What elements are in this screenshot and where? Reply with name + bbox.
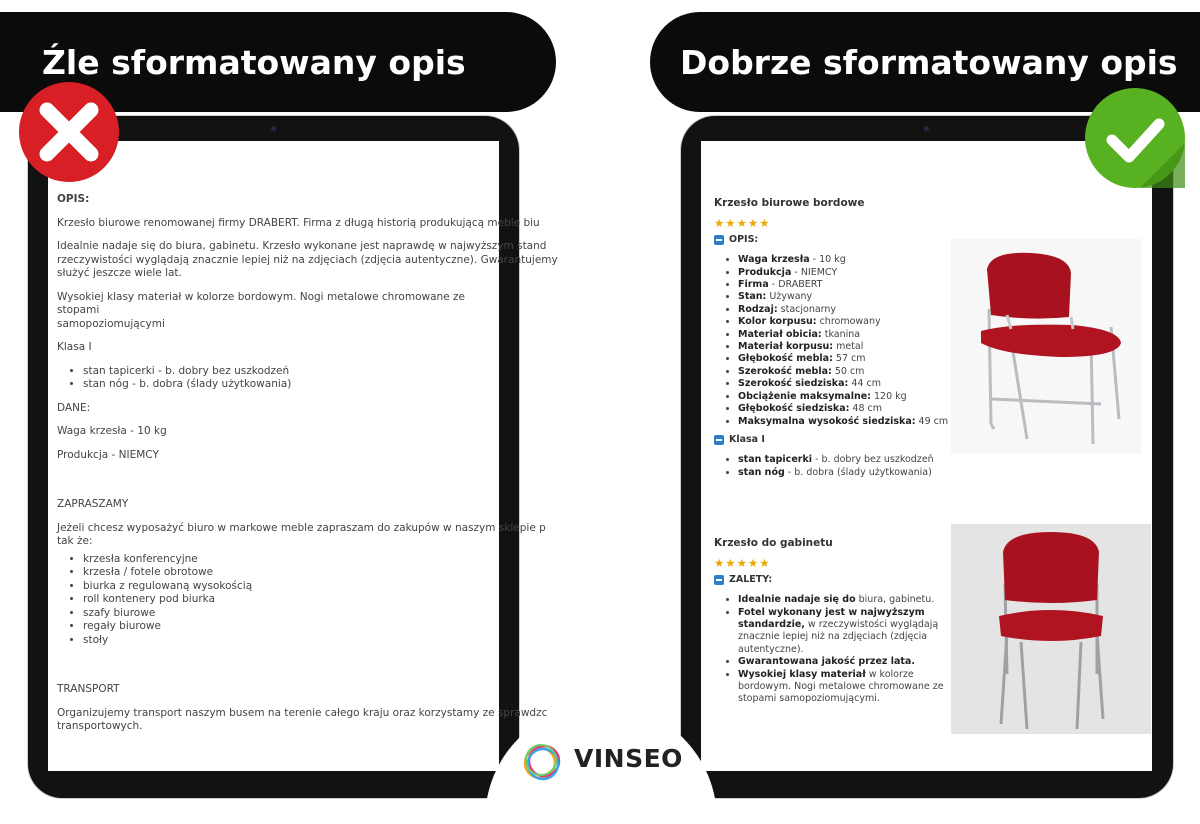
- chair-image-1: [951, 239, 1141, 454]
- list-item: • szafy biurowe: [83, 607, 508, 621]
- product-title-2: Krzesło do gabinetu: [714, 537, 833, 549]
- list-item: • Szerokość mebla: 50 cm: [738, 366, 954, 378]
- list-item: • Kolor korpusu: chromowany: [738, 316, 954, 328]
- list-item: • Produkcja - NIEMCY: [738, 267, 954, 279]
- bad-zapraszamy: ZAPRASZAMY: [57, 498, 129, 510]
- section-zalety-label: ZALETY:: [729, 573, 773, 585]
- bad-paragraph-3b: samopoziomującymi: [57, 317, 165, 330]
- bad-zapraszamy-list: [83, 553, 508, 648]
- bad-zapraszamy-text-b: tak że:: [57, 535, 93, 547]
- list-item: • Maksymalna wysokość siedziska: 49 cm: [738, 416, 954, 428]
- list-item: • Wysokiej klasy materiał w kolorze bordowym. Nogi metalowe chromowane ze stopami samopoziomującymi.: [738, 669, 944, 706]
- bad-klasa-list: [83, 365, 508, 392]
- bad-paragraph-1: Krzesło biurowe renomowanej firmy DRABERT. Firma z długą historią produkującą meble biu: [57, 216, 540, 229]
- list-item: • Rodzaj: stacjonarny: [738, 304, 954, 316]
- rating-stars-2: ★★★★★: [714, 556, 771, 571]
- list-item: • stoły: [83, 634, 508, 648]
- list-item: • regały biurowe: [83, 620, 508, 634]
- bad-paragraph-2b: rzeczywistości wyglądają znacznie lepiej niż na zdjęciach (zdjęcia autentyczne). Gwarantujemy: [57, 253, 558, 266]
- camera-dot: [924, 126, 929, 131]
- checkmark-icon: [1085, 88, 1185, 188]
- header-bad-title: Źle sformatowany opis: [42, 42, 466, 82]
- minus-square-icon: [714, 575, 724, 585]
- list-item: • stan nóg - b. dobra (ślady użytkowania): [738, 467, 954, 479]
- bad-waga: Waga krzesła - 10 kg: [57, 425, 167, 437]
- zalety-list: [738, 594, 944, 706]
- tablet-bad-screen: [48, 141, 558, 771]
- list-item: • stan nóg - b. dobra (ślady użytkowania): [83, 378, 508, 392]
- list-item: • Stan: Używany: [738, 291, 954, 303]
- list-item: • stan tapicerki - b. dobry bez uszkodzeń: [83, 365, 508, 379]
- list-item: • Obciążenie maksymalne: 120 kg: [738, 391, 954, 403]
- header-good-title: Dobrze sformatowany opis: [680, 42, 1178, 82]
- spec-list: [738, 254, 954, 428]
- bad-klasa: Klasa I: [57, 341, 92, 353]
- tablet-good-screen: [701, 141, 1152, 771]
- section-klasa-label: Klasa I: [729, 433, 765, 445]
- list-item: • Głębokość mebla: 57 cm: [738, 353, 954, 365]
- cross-icon: [19, 82, 119, 182]
- bad-description: [48, 141, 558, 734]
- list-item: • roll kontenery pod biurka: [83, 593, 508, 607]
- chair-image-2: [951, 524, 1151, 734]
- bad-produkcja: Produkcja - NIEMCY: [57, 448, 159, 461]
- minus-square-icon: [714, 435, 724, 445]
- list-item: • Fotel wykonany jest w najwyższym standardzie, w rzeczywistości wyglądają znacznie lepiej niż na zdjęciach (zdjęcia autentyczne).: [738, 607, 944, 657]
- section-zalety: [714, 574, 944, 586]
- list-item: • Materiał obicia: tkanina: [738, 329, 954, 341]
- list-item: • biurka z regulowaną wysokością: [83, 580, 508, 594]
- list-item: • krzesła konferencyjne: [83, 553, 508, 567]
- vinseo-ring-logo: [520, 740, 564, 784]
- list-item: • Waga krzesła - 10 kg: [738, 254, 954, 266]
- bad-transport: TRANSPORT: [57, 683, 120, 695]
- section-opis-label: OPIS:: [729, 233, 759, 245]
- good-block-2: [714, 537, 944, 712]
- bad-transport-text-a: Organizujemy transport naszym busem na terenie całego kraju oraz korzystamy ze sprawdzc: [57, 706, 548, 719]
- list-item: • stan tapicerki - b. dobry bez uszkodzeń: [738, 454, 954, 466]
- klasa-list: [738, 454, 954, 479]
- bad-paragraph-2c: służyć jeszcze wiele lat.: [57, 267, 182, 279]
- section-opis: [714, 234, 954, 246]
- list-item: • Gwarantowana jakość przez lata.: [738, 656, 944, 668]
- bad-transport-text-b: transportowych.: [57, 720, 143, 732]
- logo-text: VINSEO: [574, 744, 683, 773]
- camera-dot: [271, 126, 276, 131]
- bad-paragraph-2a: Idealnie nadaje się do biura, gabinetu. Krzesło wykonane jest naprawdę w najwyższym stand: [57, 240, 547, 252]
- bad-paragraph-3a: Wysokiej klasy materiał w kolorze bordowym. Nogi metalowe chromowane ze stopami: [57, 290, 465, 316]
- bad-dane: DANE:: [57, 401, 91, 414]
- list-item: • Idealnie nadaje się do biura, gabinetu.: [738, 594, 944, 606]
- opis-heading: OPIS:: [57, 193, 90, 205]
- tablet-bad: [28, 116, 558, 798]
- good-block-1: [714, 197, 954, 485]
- list-item: • Materiał korpusu: metal: [738, 341, 954, 353]
- list-item: • Głębokość siedziska: 48 cm: [738, 403, 954, 415]
- list-item: • Szerokość siedziska: 44 cm: [738, 378, 954, 390]
- product-title-1: Krzesło biurowe bordowe: [714, 197, 865, 209]
- tablet-good: [681, 116, 1173, 798]
- section-klasa: [714, 434, 954, 446]
- bad-zapraszamy-text-a: Jeżeli chcesz wyposażyć biuro w markowe meble zapraszam do zakupów w naszym sklepie p: [57, 521, 546, 534]
- minus-square-icon: [714, 235, 724, 245]
- list-item: • Firma - DRABERT: [738, 279, 954, 291]
- rating-stars-1: ★★★★★: [714, 216, 771, 231]
- list-item: • krzesła / fotele obrotowe: [83, 566, 508, 580]
